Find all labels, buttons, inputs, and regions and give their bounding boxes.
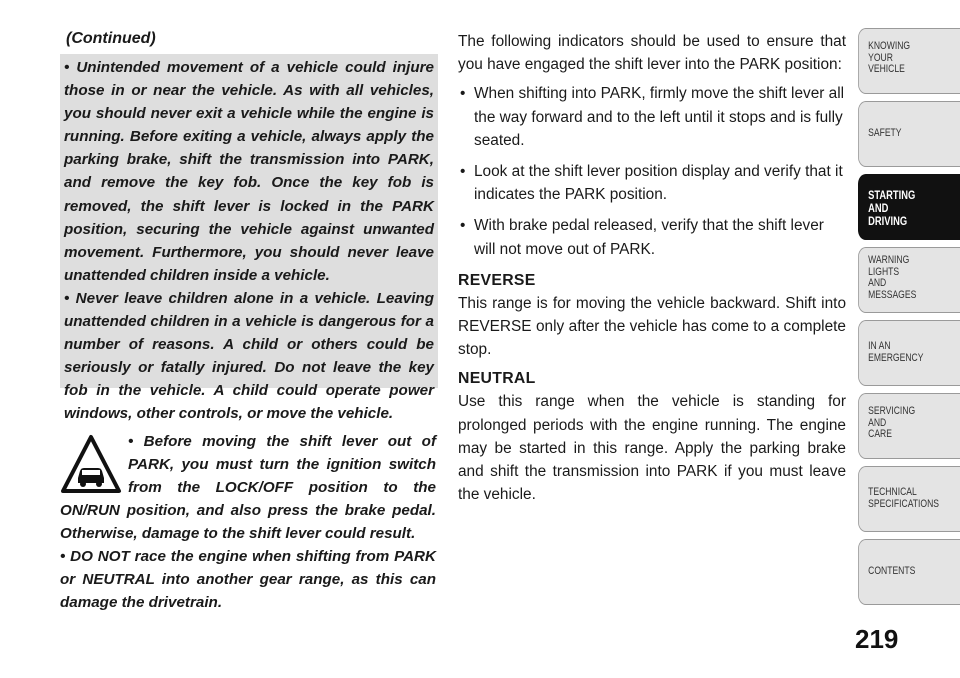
warning-text xyxy=(60,56,434,426)
tab-label: WARNING xyxy=(868,254,910,266)
tab-label: SERVICING xyxy=(868,405,916,417)
warning-bullet-1: • Unintended movement of a vehicle could injure those in or near the vehicle. As with all vehicles, you should never exit a vehicle while the engine is running. Before exiting a vehicle, always apply the parking brake, shift the transmission into PARK, and remove the key fob. Once the key fob is removed, the shift lever is locked in the PARK position, securing the vehicle against unwanted movement. Furthermore, you should never leave unattended children inside a vehicle. xyxy=(64,59,434,284)
tab-label: MESSAGES xyxy=(868,288,917,301)
chapter-tabs xyxy=(858,28,960,612)
tab-knowing-your-vehicle[interactable] xyxy=(858,28,960,94)
caution-block xyxy=(60,430,436,614)
tab-label: SAFETY xyxy=(868,127,902,139)
tab-technical-specifications[interactable] xyxy=(858,466,960,532)
tab-warning-lights-and-messages[interactable] xyxy=(858,247,960,313)
tab-label: DRIVING xyxy=(868,214,908,228)
tab-safety[interactable] xyxy=(858,101,960,167)
neutral-heading: NEUTRAL xyxy=(458,370,536,388)
park-indicators-list xyxy=(458,82,846,260)
tab-label: AND xyxy=(868,416,887,429)
neutral-body: Use this range when the vehicle is standing for prolonged periods with the engine running. The engine may be started in this range. Apply the parking brake and shift the transmission into PARK if you must leave the vehicle. xyxy=(458,393,846,504)
tab-label: CONTENTS xyxy=(868,565,916,577)
tab-label: CARE xyxy=(868,428,892,440)
tab-label: TECHNICAL xyxy=(868,486,917,498)
list-item: • With brake pedal released, verify that the shift lever will not move out of PARK. xyxy=(458,214,846,260)
caution-bullet-1: • Before moving the shift lever out of PARK, you must turn the ignition switch from the LOCK/OFF position to the ON/RUN position, and also press the brake pedal. Otherwise, damage to the shift lever could result. xyxy=(60,433,436,542)
tab-label: KNOWING xyxy=(868,40,911,52)
tab-label: VEHICLE xyxy=(868,63,905,75)
page-number: 219 xyxy=(855,624,899,654)
park-indicators-intro: The following indicators should be used to ensure that you have engaged the shift lever into the PARK position: xyxy=(458,33,846,74)
tab-in-an-emergency[interactable] xyxy=(858,320,960,386)
right-column xyxy=(458,30,846,512)
tab-label: YOUR xyxy=(868,51,893,64)
continued-label: (Continued) xyxy=(66,30,156,47)
tab-label: EMERGENCY xyxy=(868,351,924,364)
tab-label: STARTING xyxy=(868,188,916,202)
tab-starting-and-driving[interactable] xyxy=(858,174,960,240)
list-item: • Look at the shift lever position display and verify that it indicates the PARK position. xyxy=(458,160,846,206)
list-item: • When shifting into PARK, firmly move the shift lever all the way forward and to the left until it stops and is fully seated. xyxy=(458,82,846,152)
tab-contents[interactable] xyxy=(858,539,960,605)
warning-bullet-2: • Never leave children alone in a vehicle. Leaving unattended children in a vehicle is dangerous for a number of reasons. A child or others could be seriously or fatally injured. Do not leave the key fob in the vehicle. A child could operate power windows, other controls, or move the vehicle. xyxy=(64,289,434,423)
tab-label: SPECIFICATIONS xyxy=(868,497,940,510)
tab-label: AND xyxy=(868,201,889,215)
tab-label: AND xyxy=(868,277,887,289)
tab-servicing-and-care[interactable] xyxy=(858,393,960,459)
car-warning-triangle-icon xyxy=(60,434,122,494)
tab-label: IN AN xyxy=(868,340,891,352)
reverse-heading: REVERSE xyxy=(458,271,536,289)
tab-label: LIGHTS xyxy=(868,265,900,278)
caution-bullet-2: • DO NOT race the engine when shifting from PARK or NEUTRAL into another gear range, as this can damage the drivetrain. xyxy=(60,548,436,611)
reverse-body: This range is for moving the vehicle backward. Shift into REVERSE only after the vehicle has come to a complete stop. xyxy=(458,294,846,359)
